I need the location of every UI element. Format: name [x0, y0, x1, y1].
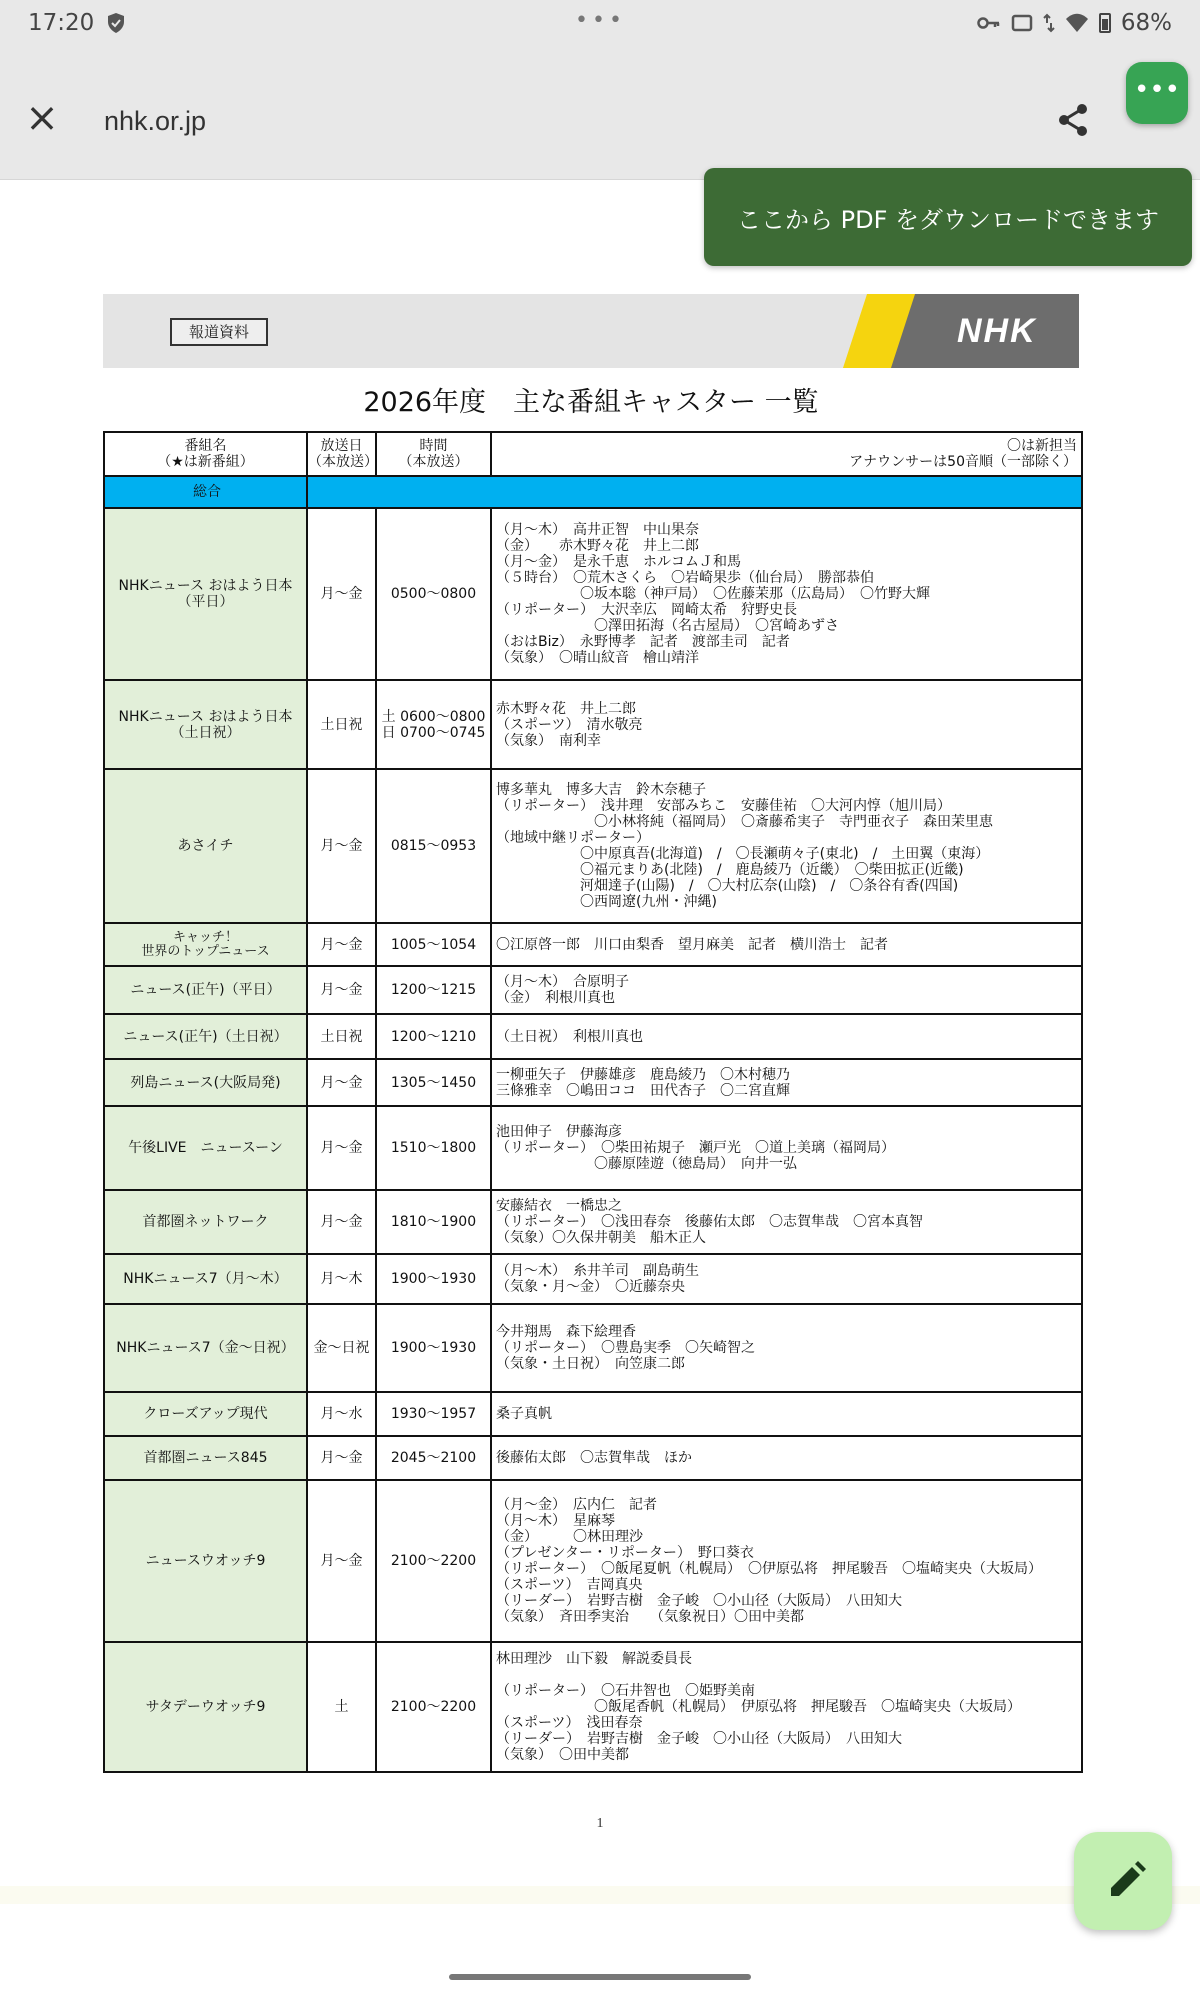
table-row — [104, 1059, 1082, 1106]
broadcast-day: 月～金 — [307, 1190, 376, 1254]
press-release-badge: 報道資料 — [170, 318, 268, 346]
broadcast-time: 1930～1957 — [376, 1392, 491, 1436]
status-bar — [0, 0, 1200, 46]
program-name: NHKニュース おはよう日本 （土日祝） — [104, 680, 307, 769]
table-row — [104, 769, 1082, 923]
table-row — [104, 1642, 1082, 1772]
broadcast-day: 土日祝 — [307, 680, 376, 769]
broadcast-day: 月～水 — [307, 1392, 376, 1436]
caster-list: （月～金） 広内仁 記者 （月～木） 星麻琴 （金） 〇林田理沙 （プレゼンター・リポーター） 野口葵衣 （リポーター） 〇飯尾夏帆（札幌局） 〇伊原弘将 押尾駿吾 〇塩崎実央（大坂局） （スポーツ） 吉岡真央 （リーダー） 岩野吉樹 金子峻 〇小山径（大阪局） 八田知大 （気象） 斉田季実治 （気象祝日）〇田中美都 — [491, 1480, 1082, 1642]
program-name: ニュース(正午)（土日祝） — [104, 1014, 307, 1059]
broadcast-time: 2100～2200 — [376, 1480, 491, 1642]
broadcast-day: 月～金 — [307, 1436, 376, 1480]
table-row — [104, 923, 1082, 966]
table-row — [104, 1106, 1082, 1190]
broadcast-day: 土日祝 — [307, 1014, 376, 1059]
broadcast-time: 1510～1800 — [376, 1106, 491, 1190]
caster-list: 桑子真帆 — [491, 1392, 1082, 1436]
close-button[interactable]: × — [25, 95, 59, 141]
battery-icon — [1099, 13, 1111, 33]
cast-icon — [1011, 14, 1033, 32]
download-tooltip[interactable]: ここから PDF をダウンロードできます — [704, 168, 1192, 266]
program-name: 午後LIVE ニュースーン — [104, 1106, 307, 1190]
header-time: 時間 （本放送） — [376, 432, 491, 476]
caster-list: 林田理沙 山下毅 解説委員長 （リポーター） 〇石井智也 〇姫野美南 〇飯尾香帆（札幌局） 伊原弘将 押尾駿吾 〇塩崎実央（大坂局） （スポーツ） 浅田春奈 （リーダー） 岩野吉樹 金子峻 〇小山径（大阪局） 八田知大 （気象） 〇田中美都 — [491, 1642, 1082, 1772]
program-name: キャッチ！ 世界のトップニュース — [104, 923, 307, 966]
document-title: 2026年度 主な番組キャスター 一覧 — [363, 387, 819, 418]
broadcast-time: 0815～0953 — [376, 769, 491, 923]
status-more-dots: ••• — [575, 8, 626, 33]
share-icon[interactable] — [1055, 102, 1091, 138]
table-row — [104, 680, 1082, 769]
program-name: クローズアップ現代 — [104, 1392, 307, 1436]
header-program: 番組名 （★は新番組） — [104, 432, 307, 476]
broadcast-time: 0500～0800 — [376, 508, 491, 680]
program-name: NHKニュース7（月～木） — [104, 1254, 307, 1304]
shield-icon — [106, 12, 126, 34]
caster-list: 後藤佑太郎 〇志賀隼哉 ほか — [491, 1436, 1082, 1480]
program-name: サタデーウオッチ9 — [104, 1642, 307, 1772]
broadcast-time: 2100～2200 — [376, 1642, 491, 1772]
nhk-logo: NHK — [957, 312, 1037, 350]
table-row — [104, 1392, 1082, 1436]
data-arrows-icon — [1043, 13, 1055, 33]
header-note: 〇は新担当 アナウンサーは50音順（一部除く） — [491, 432, 1082, 476]
caster-list: （月～木） 高井正智 中山果奈 （金） 赤木野々花 井上二郎 （月～金） 是永千恵 ホルコムＪ和馬 （５時台） 〇荒木さくら 〇岩崎果歩（仙台局） 勝部恭伯 〇坂本聡（神戸局） 〇佐藤茉那（広島局） 〇竹野大輝 （リポーター） 大沢幸広 岡崎太希 狩野史長 〇澤田拓海（名古屋局） 〇宮崎あずさ （おはBiz） 永野博孝 記者 渡部圭司 記者 （気象） 〇晴山紋音 檜山靖洋 — [491, 508, 1082, 680]
caster-list: 池田伸子 伊藤海彦 （リポーター） 〇柴田祐規子 瀬戸光 〇道上美璃（福岡局） 〇藤原陸遊（徳島局） 向井一弘 — [491, 1106, 1082, 1190]
broadcast-time: 1305～1450 — [376, 1059, 491, 1106]
broadcast-day: 土 — [307, 1642, 376, 1772]
table-header-row — [104, 432, 1082, 476]
broadcast-day: 月～金 — [307, 1059, 376, 1106]
broadcast-day: 月～金 — [307, 966, 376, 1014]
more-options-button[interactable]: ••• — [1126, 62, 1188, 124]
program-name: 首都圏ネットワーク — [104, 1190, 307, 1254]
broadcast-day: 月～木 — [307, 1254, 376, 1304]
caster-list: 安藤結衣 一橋忠之 （リポーター） 〇浅田春奈 後藤佑太郎 〇志賀隼哉 〇宮本真智 （気象）〇久保井朝美 船木正人 — [491, 1190, 1082, 1254]
edit-fab-button[interactable] — [1074, 1832, 1172, 1930]
section-row-sogo — [104, 476, 1082, 508]
program-name: NHKニュース7（金～日祝） — [104, 1304, 307, 1392]
caster-list: （土日祝） 利根川真也 — [491, 1014, 1082, 1059]
key-icon — [977, 15, 1001, 31]
broadcast-day: 金～日祝 — [307, 1304, 376, 1392]
table-row — [104, 508, 1082, 680]
pencil-icon — [1074, 1832, 1172, 1930]
caster-schedule-table — [103, 431, 1083, 1773]
table-row — [104, 1480, 1082, 1642]
broadcast-time: 1810～1900 — [376, 1190, 491, 1254]
page-bottom-strip — [0, 1886, 1200, 1904]
browser-toolbar — [0, 46, 1200, 180]
broadcast-time: 2045～2100 — [376, 1436, 491, 1480]
program-name: 列島ニュース(大阪局発) — [104, 1059, 307, 1106]
table-row — [104, 1436, 1082, 1480]
broadcast-day: 月～金 — [307, 769, 376, 923]
table-row — [104, 1014, 1082, 1059]
broadcast-time: 1900～1930 — [376, 1304, 491, 1392]
program-name: あさイチ — [104, 769, 307, 923]
broadcast-time: 1900～1930 — [376, 1254, 491, 1304]
document-header-banner — [103, 294, 1079, 368]
status-time: 17:20 — [28, 10, 95, 36]
section-label: 総合 — [104, 476, 307, 508]
caster-list: 今井翔馬 森下絵理香 （リポーター） 〇豊島実季 〇矢崎智之 （気象・土日祝） 向笠康二郎 — [491, 1304, 1082, 1392]
table-row — [104, 1304, 1082, 1392]
header-day: 放送日 （本放送） — [307, 432, 376, 476]
broadcast-day: 月～金 — [307, 508, 376, 680]
program-name: ニュース(正午)（平日） — [104, 966, 307, 1014]
broadcast-day: 月～金 — [307, 1480, 376, 1642]
caster-list: （月～木） 合原明子 （金） 利根川真也 — [491, 966, 1082, 1014]
caster-list: 〇江原啓一郎 川口由梨香 望月麻美 記者 横川浩士 記者 — [491, 923, 1082, 966]
battery-level: 68% — [1120, 10, 1172, 36]
broadcast-time: 1005～1054 — [376, 923, 491, 966]
caster-list: 博多華丸 博多大吉 鈴木奈穂子 （リポーター） 浅井理 安部みちこ 安藤佳祐 〇大河内惇（旭川局） 〇小林将純（福岡局） 〇斎藤希実子 寺門亜衣子 森田茉里恵 （地域中継リポーター） 〇中原真吾(北海道) / 〇長瀬萌々子(東北) / 土田翼（東海） 〇福元まりあ(北陸) / 鹿島綾乃（近畿） 〇柴田拡正(近畿) 河畑達子(山陽) / 〇大村広奈(山陰) / 〇条谷有香(四国) 〇西岡遼(九州・沖縄) — [491, 769, 1082, 923]
section-fill — [307, 476, 1082, 508]
caster-list: （月～木） 糸井羊司 副島萌生 （気象・月～金） 〇近藤奈央 — [491, 1254, 1082, 1304]
caster-list: 一柳亜矢子 伊藤雄彦 鹿島綾乃 〇木村穂乃 三條雅幸 〇嶋田ココ 田代杏子 〇二宮直輝 — [491, 1059, 1082, 1106]
broadcast-day: 月～金 — [307, 1106, 376, 1190]
broadcast-time: 1200～1215 — [376, 966, 491, 1014]
wifi-icon — [1065, 13, 1089, 33]
broadcast-time: 土 0600～0800 日 0700～0745 — [376, 680, 491, 769]
program-name: 首都圏ニュース845 — [104, 1436, 307, 1480]
table-row — [104, 966, 1082, 1014]
url-display[interactable]: nhk.or.jp — [104, 106, 207, 136]
caster-list: 赤木野々花 井上二郎 （スポーツ） 清水敬亮 （気象） 南利幸 — [491, 680, 1082, 769]
broadcast-day: 月～金 — [307, 923, 376, 966]
program-name: ニュースウオッチ9 — [104, 1480, 307, 1642]
program-name: NHKニュース おはよう日本 （平日） — [104, 508, 307, 680]
table-row — [104, 1254, 1082, 1304]
table-row — [104, 1190, 1082, 1254]
page-number: 1 — [596, 1816, 604, 1831]
home-indicator — [449, 1974, 751, 1980]
broadcast-time: 1200～1210 — [376, 1014, 491, 1059]
